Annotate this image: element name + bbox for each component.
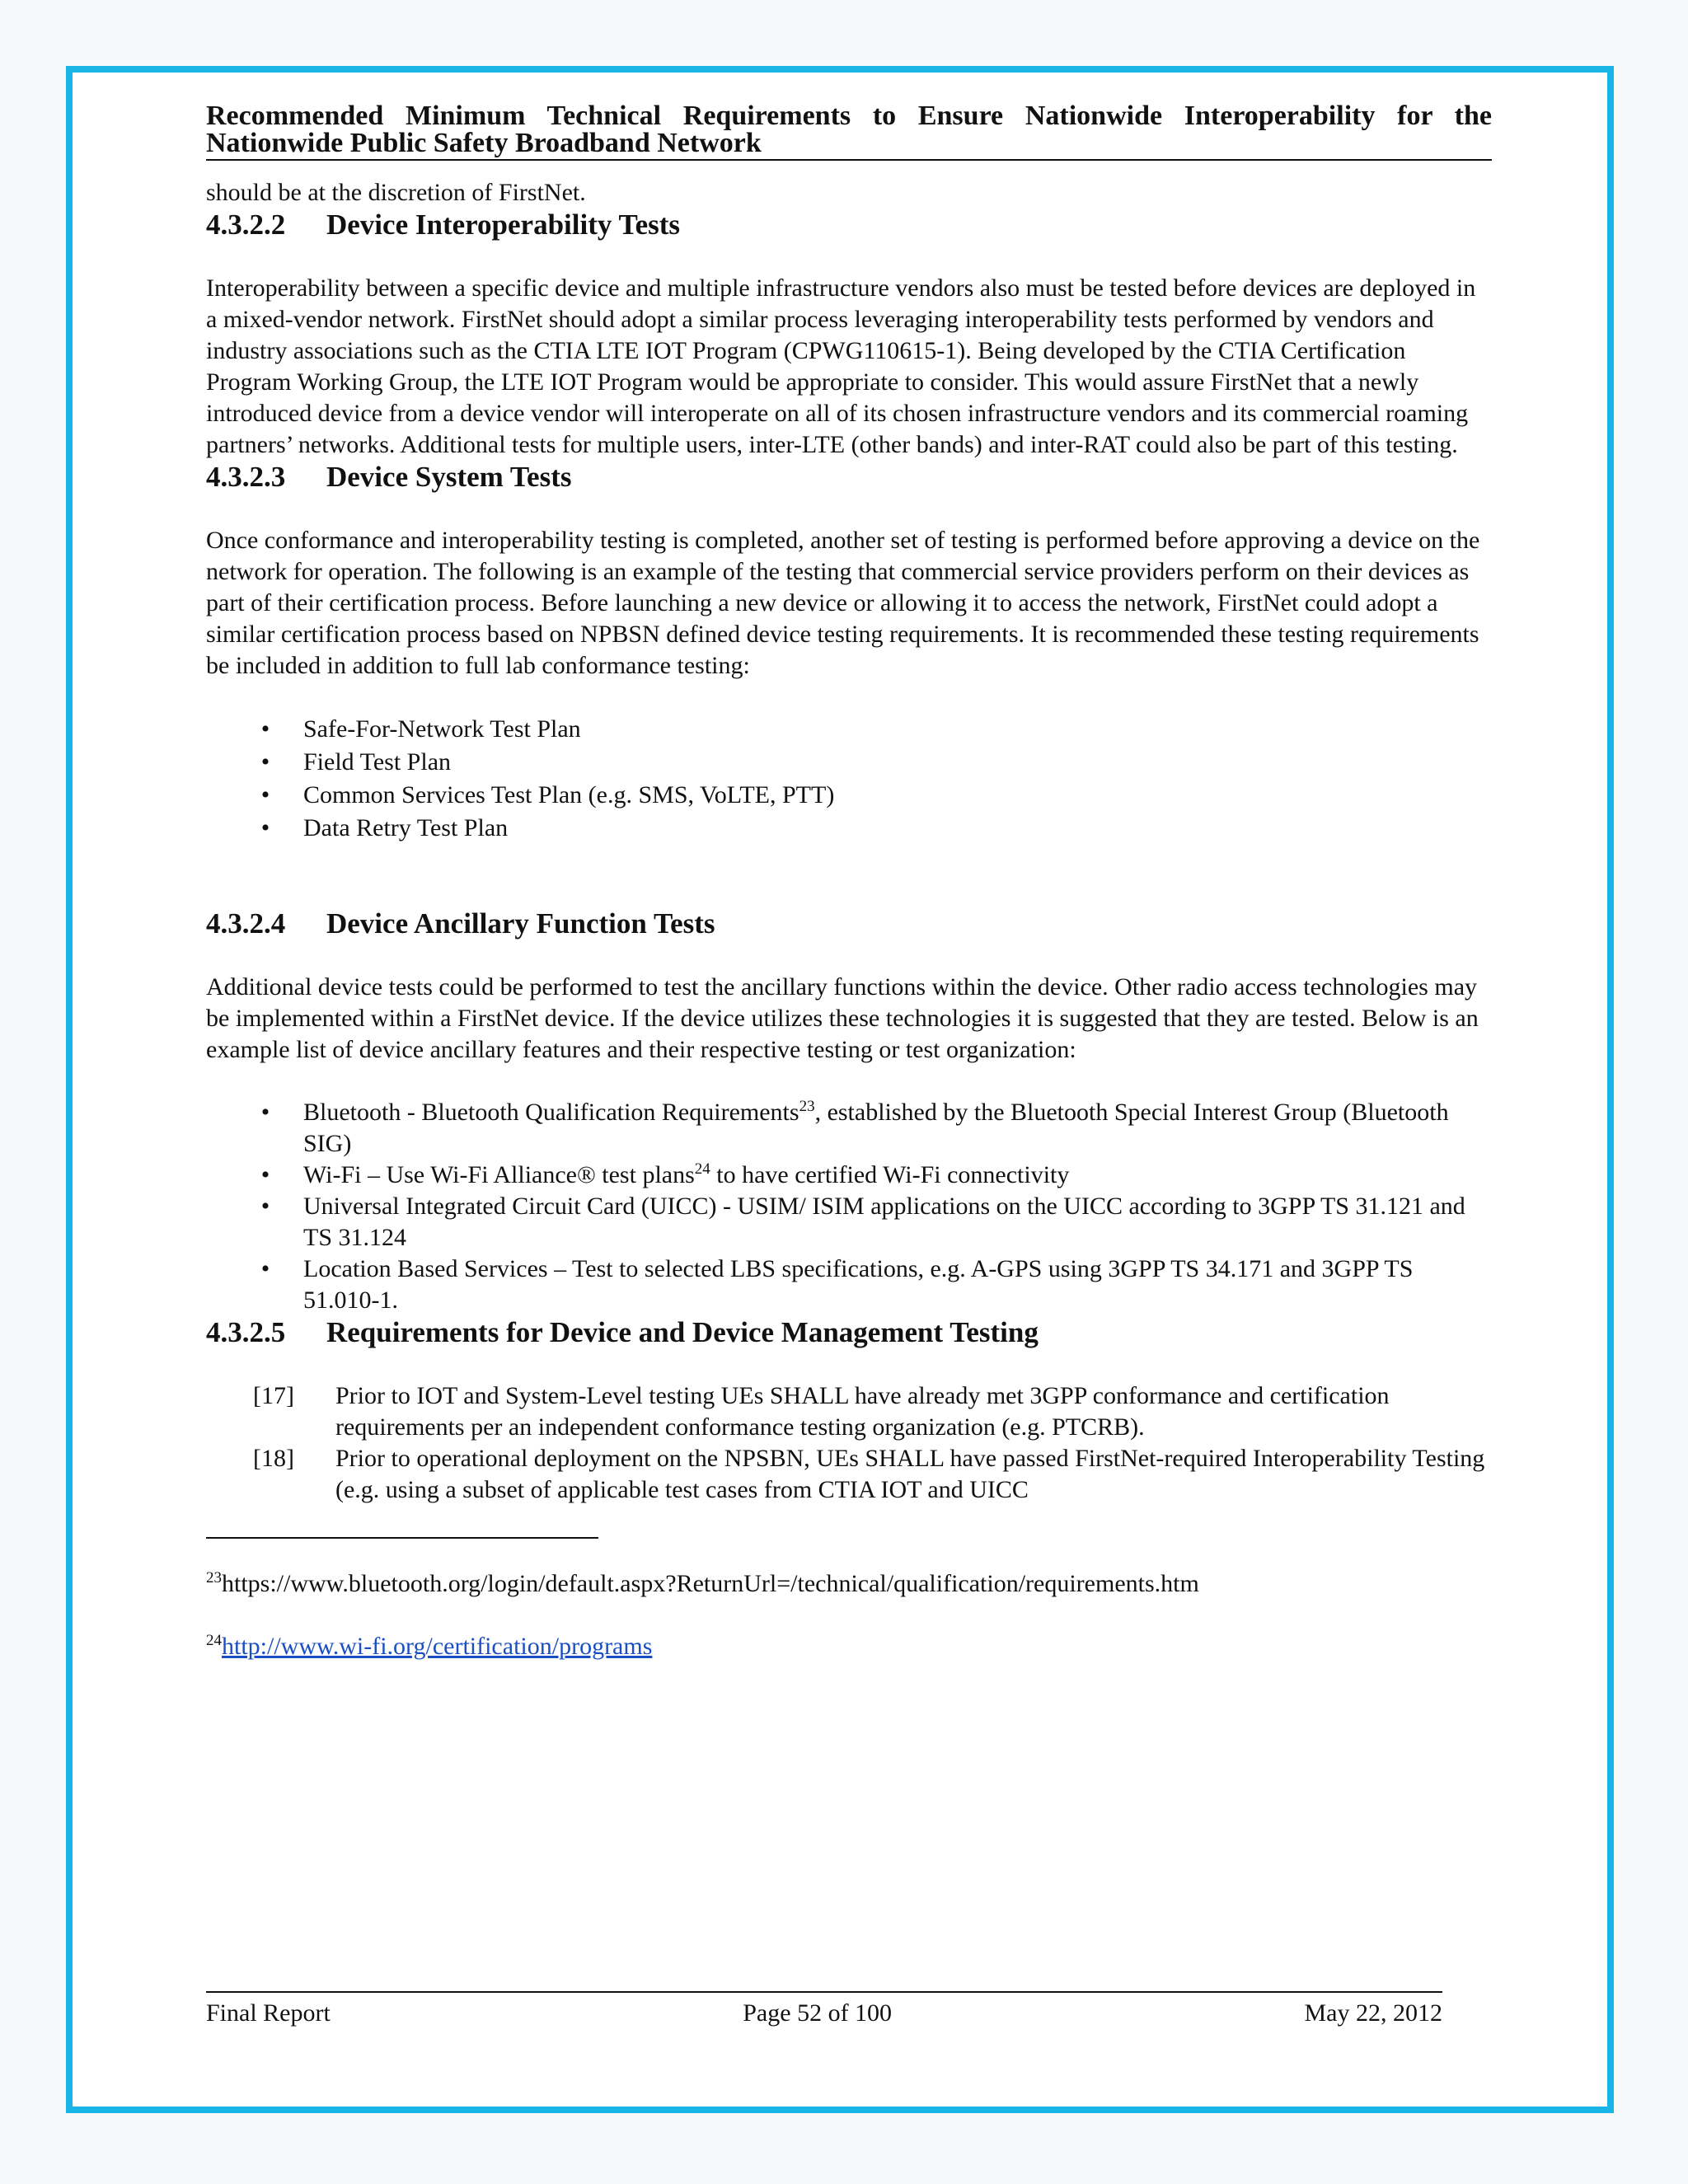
footnote-number: 23: [206, 1569, 222, 1586]
running-header-title: Recommended Minimum Technical Requirements to Ensure Nationwide Interoperability for the Nationwide Public Safety Broadband Network: [206, 102, 1492, 161]
section-heading-4-3-2-5: [206, 1316, 1492, 1349]
list-item: • Data Retry Test Plan: [206, 812, 1492, 845]
list-item: • Universal Integrated Circuit Card (UICC) - USIM/ ISIM applications on the UICC according to 3GPP TS 31.121 and TS 31.124: [206, 1191, 1492, 1254]
requirement-item: [206, 1380, 1492, 1443]
bullet-icon: •: [260, 1099, 270, 1126]
section-heading-4-3-2-3: [206, 461, 1492, 494]
footer-page-number: Page 52 of 100: [743, 1999, 893, 2027]
list-item: • Wi-Fi – Use Wi-Fi Alliance® test plans$^{24}$ to have certified Wi-Fi connectivity: [206, 1160, 1492, 1191]
footnote-text: https://www.bluetooth.org/login/default.aspx?ReturnUrl=/technical/qualification/requirements.htm: [222, 1570, 1199, 1597]
bullet-icon: •: [260, 1255, 270, 1282]
footnote-number: 24: [206, 1632, 222, 1649]
bullet-icon: •: [260, 715, 270, 743]
bullet-icon: •: [260, 814, 270, 841]
footnote-ref: 23: [799, 1098, 815, 1115]
requirement-number: [18]: [253, 1445, 294, 1472]
bullet-icon: •: [260, 781, 270, 808]
bullet-icon: •: [260, 1193, 270, 1220]
requirement-item: [206, 1443, 1492, 1506]
list-item: • Bluetooth - Bluetooth Qualification Requirements$^{23}$, established by the Bluetooth Special Interest Group (Bluetooth SIG): [206, 1097, 1492, 1160]
requirement-text: Prior to IOT and System-Level testing UEs SHALL have already met 3GPP conformance and certification requirements per an independent conformance testing organization (e.g. PTCRB).: [335, 1382, 1390, 1441]
footer-date: May 22, 2012: [1304, 1999, 1442, 2027]
requirement-number: [17]: [253, 1382, 294, 1409]
requirement-text: Prior to operational deployment on the NPSBN, UEs SHALL have passed FirstNet-required Interoperability Testing (e.g. using a subset of applicable test cases from CTIA IOT and UICC: [335, 1445, 1485, 1503]
requirements-list: [206, 1380, 1492, 1506]
list-item: • Common Services Test Plan (e.g. SMS, VoLTE, PTT): [206, 779, 1492, 812]
ancillary-feature-list: [206, 1097, 1492, 1316]
footnote-23: [206, 1568, 1492, 1600]
section-title: Device Interoperability Tests: [326, 209, 681, 241]
section-title: Requirements for Device and Device Management Testing: [326, 1316, 1039, 1348]
footnote-ref: 24: [694, 1160, 710, 1178]
footnote-separator: [206, 1537, 598, 1539]
section-number: 4.3.2.4: [206, 907, 286, 940]
paragraph-device-system-tests: Once conformance and interoperability testing is completed, another set of testing is performed before approving a device on the network for operation. The following is an example of the testing that commercial service providers perform on their devices as part of their certification process. Before launching a new device or allowing it to access the network, FirstNet could adopt a similar certification process based on NPBSN defined device testing requirements. It is recommended these testing requirements be included in addition to full lab conformance testing:: [206, 527, 1480, 679]
bullet-icon: •: [260, 748, 270, 776]
footnote-link[interactable]: http://www.wi-fi.org/certification/programs: [222, 1633, 653, 1660]
section-number: 4.3.2.5: [206, 1316, 286, 1348]
footnote-24: [206, 1631, 1492, 1662]
paragraph-device-interoperability: Interoperability between a specific device and multiple infrastructure vendors also must be tested before devices are deployed in a mixed-vendor network. FirstNet should adopt a similar process leveraging interoperability tests performed by vendors and industry associations such as the CTIA LTE IOT Program (CPWG110615-1). Being developed by the CTIA Certification Program Working Group, the LTE IOT Program would be appropriate to consider. This would assure FirstNet that a newly introduced device from a device vendor will interoperate on all of its chosen infrastructure vendors and its commercial roaming partners’ networks. Additional tests for multiple users, inter-LTE (other bands) and inter-RAT could also be part of this testing.: [206, 274, 1476, 458]
system-test-plan-list: [206, 713, 1492, 845]
section-number: 4.3.2.3: [206, 461, 286, 493]
bullet-icon: •: [260, 1161, 270, 1188]
list-item: • Field Test Plan: [206, 746, 1492, 779]
continued-paragraph: should be at the discretion of FirstNet.: [206, 179, 586, 206]
page-frame: [66, 66, 1614, 2113]
footer-doc-type: Final Report: [206, 1999, 331, 2027]
section-heading-4-3-2-2: [206, 209, 1492, 241]
page-footer: [206, 1991, 1442, 2029]
section-title: Device Ancillary Function Tests: [326, 907, 715, 940]
paragraph-ancillary-functions: Additional device tests could be performed to test the ancillary functions within the device. Other radio access technologies may be implemented within a FirstNet device. If the device utilizes these technologies it is suggested that they are tested. Below is an example list of device ancillary features and their respective testing or test organization:: [206, 973, 1479, 1063]
list-item: • Safe-For-Network Test Plan: [206, 713, 1492, 746]
list-item: • Location Based Services – Test to selected LBS specifications, e.g. A-GPS using 3GPP TS 34.171 and 3GPP TS 51.010-1.: [206, 1254, 1492, 1316]
page-content: [206, 102, 1492, 1662]
section-number: 4.3.2.2: [206, 209, 286, 241]
section-heading-4-3-2-4: [206, 907, 1492, 940]
section-title: Device System Tests: [326, 461, 572, 493]
